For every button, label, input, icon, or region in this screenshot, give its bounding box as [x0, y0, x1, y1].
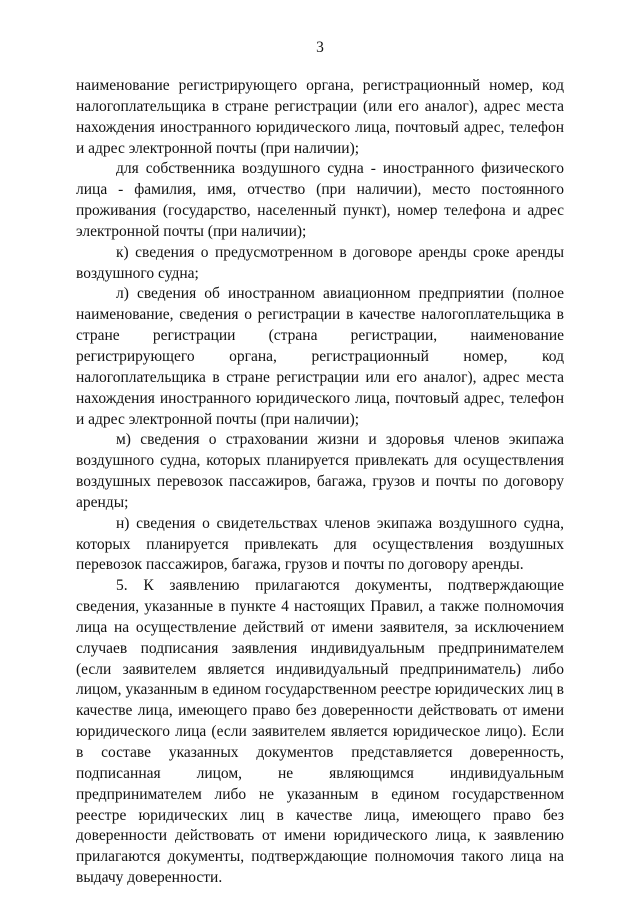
- document-body: [76, 76, 564, 889]
- paragraph-foreign-individual-owner: для собственника воздушного судна - иностранного физического лица - фамилия, имя, отчество (при наличии), место постоянного проживания (государство, населенный пункт), номер телефона и адрес электронной почты (при наличии);: [76, 160, 564, 240]
- paragraph-item-n-crew-certificates: н) сведения о свидетельствах членов экипажа воздушного судна, которых планируется привлекать для осуществления воздушных перевозок пассажиров, багажа, грузов и почты по договору аренды.: [76, 514, 564, 574]
- paragraph-section-5-attached-documents: 5. К заявлению прилагаются документы, подтверждающие сведения, указанные в пункте 4 настоящих Правил, а также полномочия лица на осуществление действий от имени заявителя, за исключением случаев подписания заявления индивидуальным предпринимателем (если заявителем является индивидуальный предприниматель) либо лицом, указанным в едином государственном реестре юридических лиц в качестве лица, имеющего право без доверенности действовать от имени юридического лица (если заявителем является юридическое лицо). Если в составе указанных документов представляется доверенность, подписанная лицом, не являющимся индивидуальным предпринимателем либо не указанным в едином государственном реестре юридических лиц в качестве лица, имеющего право без доверенности действовать от имени юридического лица, к заявлению прилагаются документы, подтверждающие полномочия такого лица на выдачу доверенности.: [76, 577, 564, 887]
- page-number: 3: [316, 39, 324, 56]
- paragraph-item-l-foreign-aviation-enterprise: л) сведения об иностранном авиационном предприятии (полное наименование, сведения о регистрации в качестве налогоплательщика в стране регистрации (страна регистрации, наименование регистрирующего органа, регистрационный номер, код налогоплательщика в стране регистрации или его аналог), адрес места нахождения иностранного юридического лица, почтовый адрес, телефон и адрес электронной почты (при наличии);: [76, 285, 564, 428]
- paragraph-item-m-crew-insurance: м) сведения о страховании жизни и здоровья членов экипажа воздушного судна, которых планируется привлекать для осуществления воздушных перевозок пассажиров, багажа, грузов и почты по договору аренды;: [76, 431, 564, 511]
- paragraph-item-k-lease-term: к) сведения о предусмотренном в договоре аренды сроке аренды воздушного судна;: [76, 243, 564, 282]
- paragraph-registration-details: наименование регистрирующего органа, регистрационный номер, код налогоплательщика в стране регистрации (или его аналог), адрес места нахождения иностранного юридического лица, почтовый адрес, телефон и адрес электронной почты (при наличии);: [76, 77, 564, 157]
